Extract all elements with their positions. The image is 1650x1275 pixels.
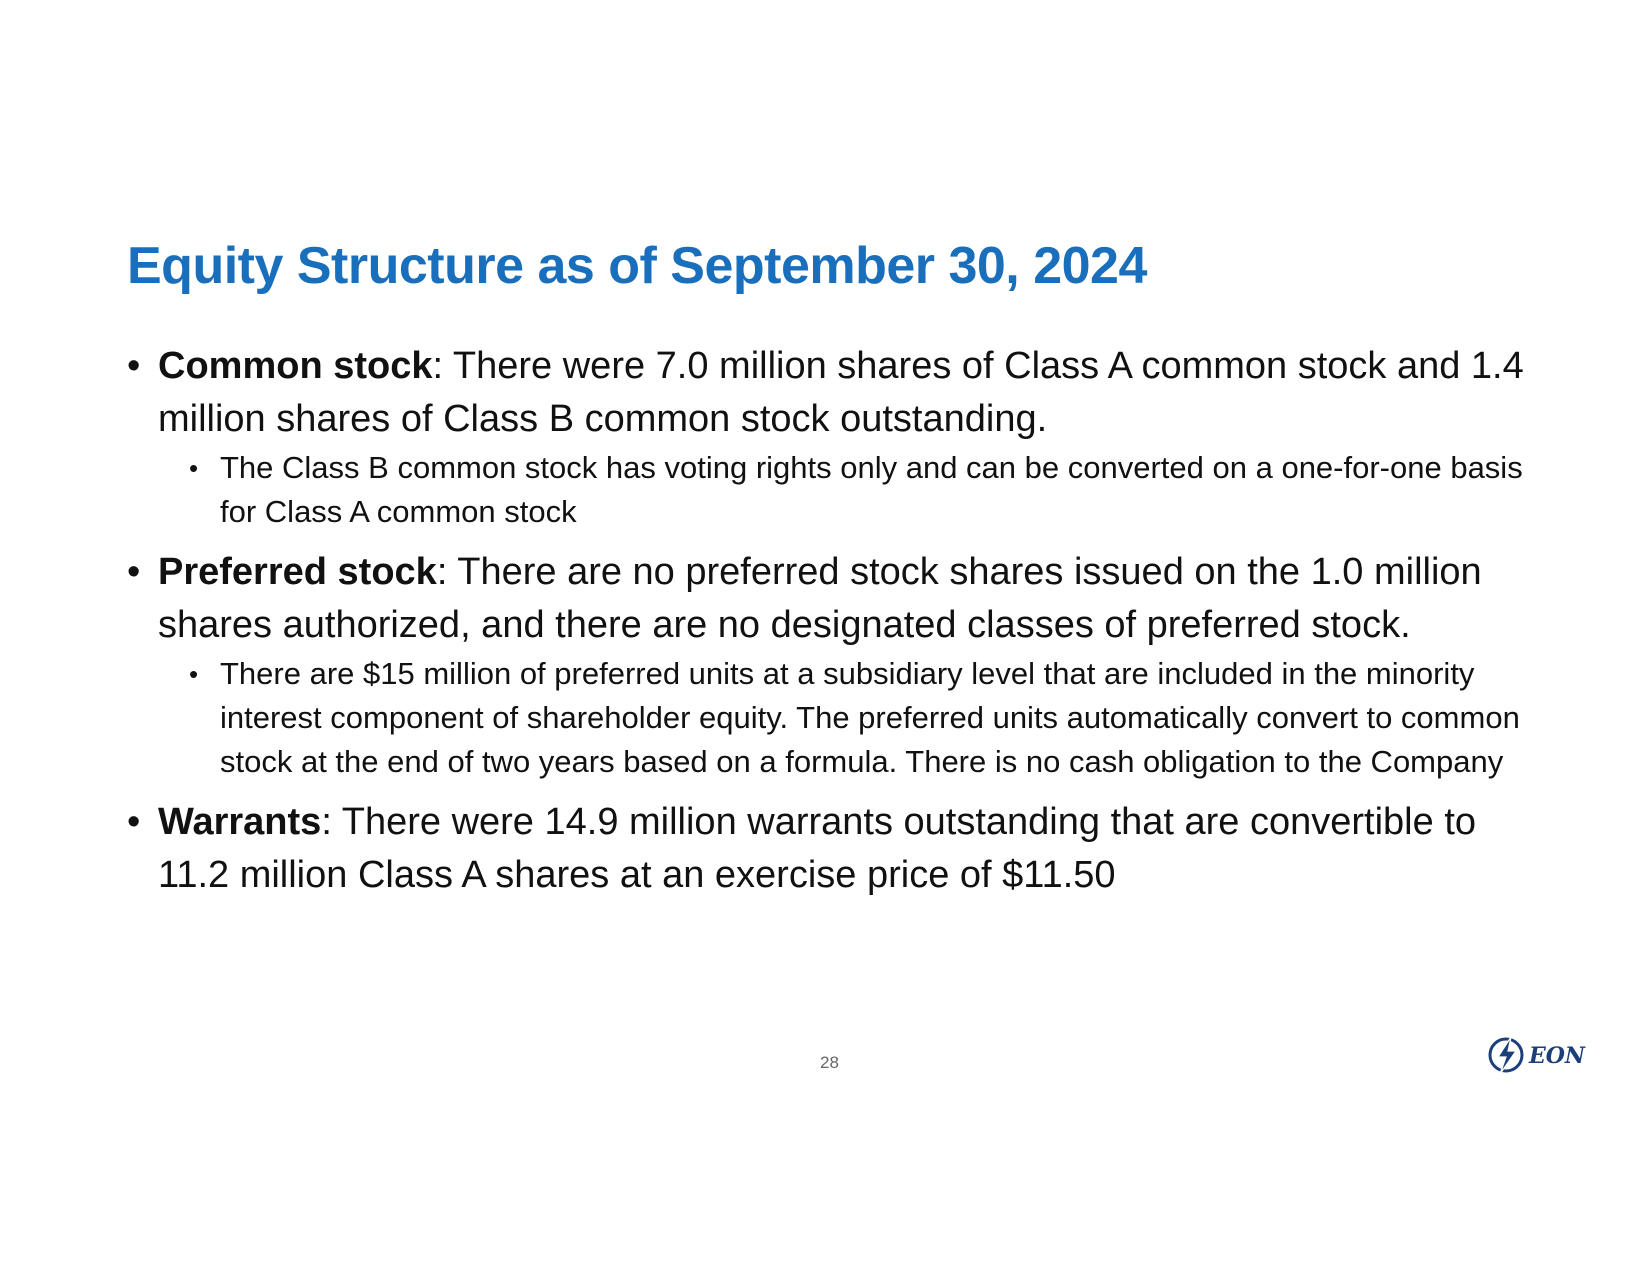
sub-bullet-class-b: • The Class B common stock has voting rights only and can be converted on a one-for-one basis for Class A common stock xyxy=(189,450,1523,529)
bullet-text: : There were 7.0 million shares of Class A common stock and 1.4 million shares of Class B common stock outstanding. xyxy=(158,345,1524,440)
logo-text: EON xyxy=(1529,1043,1586,1069)
slide-content xyxy=(127,340,1547,902)
bullet-label: Warrants xyxy=(158,801,322,843)
sub-bullet-text: There are $15 million of preferred units at a subsidiary level that are included in the minority interest component of shareholder equity. The preferred units automatically convert to common stock at the end of two years based on a formula. There is no cash obligation to the Company xyxy=(220,656,1520,779)
bullet-label: Common stock xyxy=(158,345,433,387)
page-title: Equity Structure as of September 30, 2024 xyxy=(127,237,1147,295)
bullet-warrants: • Warrants: There were 14.9 million warrants outstanding that are convertible to 11.2 million Class A shares at an exercise price of $11.50 xyxy=(127,801,1477,896)
page-number: 28 xyxy=(820,1053,839,1072)
bullet-text: : There are no preferred stock shares issued on the 1.0 million shares authorized, and there are no designated classes of preferred stock. xyxy=(158,551,1482,646)
bullet-label: Preferred stock xyxy=(158,551,437,593)
eon-logo xyxy=(1485,1032,1600,1078)
lightning-bolt-icon xyxy=(1490,1037,1522,1074)
sub-bullet-preferred-units: • There are $15 million of preferred units at a subsidiary level that are included in the minority interest component of shareholder equity. The preferred units automatically convert to common stock at the end of two years based on a formula. There is no cash obligation to the Company xyxy=(189,656,1520,779)
bullet-text: : There were 14.9 million warrants outstanding that are convertible to 11.2 million Class A shares at an exercise price of $11.50 xyxy=(158,801,1477,896)
bullet-common-stock: • Common stock: There were 7.0 million shares of Class A common stock and 1.4 million shares of Class B common stock outstanding. xyxy=(127,345,1524,440)
bullet-preferred-stock: • Preferred stock: There are no preferred stock shares issued on the 1.0 million shares authorized, and there are no designated classes of preferred stock. xyxy=(127,551,1482,646)
sub-bullet-text: The Class B common stock has voting rights only and can be converted on a one-for-one basis for Class A common stock xyxy=(220,450,1523,529)
